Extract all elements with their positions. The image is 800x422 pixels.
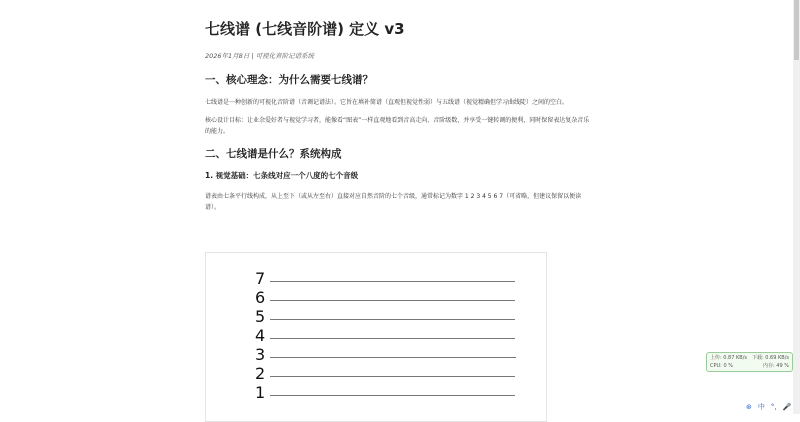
memory-usage: 内存: 49 % <box>763 363 789 369</box>
staff-label-1: 1 <box>255 383 266 402</box>
seven-line-staff-figure <box>205 252 547 422</box>
section2-paragraph1: 谱表由七条平行线构成，从上至下（或从左至右）直接对应自然音阶的七个音级，通常标记为数字 1 2 3 4 5 6 7（可省略，但建议保留以便读谱）。 <box>205 193 582 211</box>
staff-line-3 <box>270 357 516 358</box>
staff-line-1 <box>270 395 515 396</box>
ime-punctuation-icon[interactable]: °, <box>770 403 777 411</box>
staff-label-7: 7 <box>255 269 266 288</box>
section2-heading: 二、七线谱是什么？系统构成 <box>205 148 342 160</box>
scrollbar-thumb[interactable] <box>794 0 799 60</box>
staff-line-6 <box>270 300 515 301</box>
staff-line-2 <box>270 376 515 377</box>
upload-speed: 上传: 0.87 KB/s <box>710 355 747 361</box>
staff-label-3: 3 <box>255 345 266 364</box>
microphone-icon[interactable]: 🎤 <box>782 403 792 411</box>
staff-line-5 <box>270 319 515 320</box>
section1-heading: 一、核心理念：为什么需要七线谱？ <box>205 74 373 86</box>
document <box>205 18 595 220</box>
section1-paragraph1: 七线谱是一种创新的可视化音阶谱（音调记谱法）。它旨在填补简谱（直观但视觉性弱）与五线谱（视觉精确但学习曲线陡）之间的空白。 <box>205 99 569 106</box>
page-title: 七线谱 (七线音阶谱) 定义 v3 <box>205 20 405 38</box>
ime-toolbar <box>746 402 791 412</box>
network-monitor-widget <box>706 352 793 372</box>
ime-logo-icon[interactable]: ⊛ <box>746 403 752 411</box>
staff-label-2: 2 <box>255 364 266 383</box>
post-meta: 2026年1月8日 | 可视化音阶记谱系统 <box>205 52 315 60</box>
ime-chinese-mode[interactable]: 中 <box>757 403 765 411</box>
cpu-usage: CPU: 0 % <box>710 363 733 369</box>
staff-label-5: 5 <box>255 307 266 326</box>
staff-line-4 <box>270 338 515 339</box>
section1-paragraph2: 核心设计目标：让业余爱好者与视觉学习者，能像看“图表”一样直观地看到音高走向、音阶级数，并享受一键转调的便利，同时保留表达复杂音乐的能力。 <box>205 117 590 135</box>
vertical-scrollbar[interactable] <box>793 0 800 414</box>
staff-label-4: 4 <box>255 326 266 345</box>
staff-line-7 <box>270 281 515 282</box>
section2-subheading: 1. 视觉基础：七条线对应一个八度的七个音级 <box>205 171 359 180</box>
download-speed: 下载: 0.69 KB/s <box>752 355 789 361</box>
staff-label-6: 6 <box>255 288 266 307</box>
